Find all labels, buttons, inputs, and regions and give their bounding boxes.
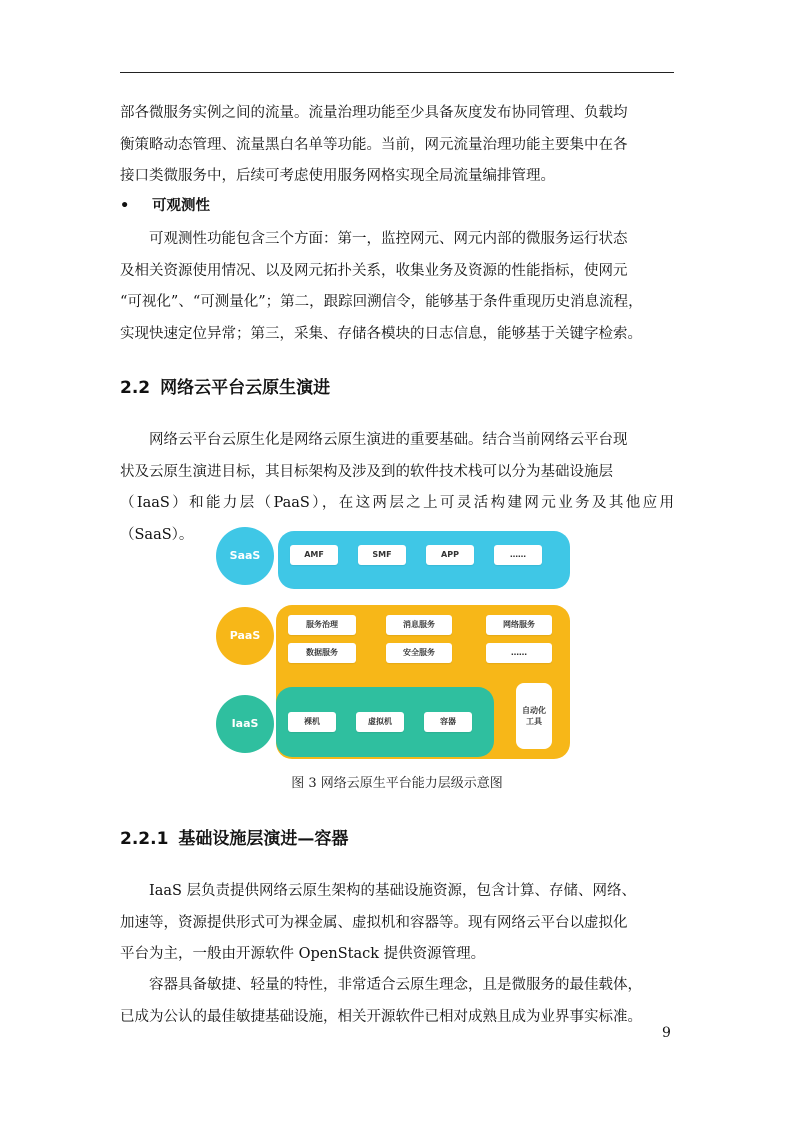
paas-circle: PaaS — [216, 607, 274, 665]
iaas-box: 裸机 — [288, 712, 336, 732]
paas-box: 数据服务 — [288, 643, 356, 663]
section-heading-2-2-1 — [120, 824, 348, 849]
text-line: 及相关资源使用情况、以及网元拓扑关系，收集业务及资源的性能指标，使网元 — [120, 262, 628, 279]
bullet-observability — [120, 194, 210, 218]
paragraph-container — [120, 970, 674, 1033]
paas-box: 安全服务 — [386, 643, 452, 663]
text-line: 容器具备敏捷、轻量的特性，非常适合云原生理念，且是微服务的最佳载体， — [149, 977, 642, 993]
saas-box: …… — [494, 545, 542, 565]
figure-caption: 图 3 网络云原生平台能力层级示意图 — [291, 776, 503, 791]
automation-tool-box — [516, 683, 552, 749]
text-line: （IaaS）和能力层（PaaS），在这两层之上可灵活构建网元业务及其他应用（SaaS）。 — [120, 495, 674, 543]
text-line: IaaS 层负责提供网络云原生架构的基础设施资源，包含计算、存储、网络、 — [149, 883, 637, 899]
text-line: 可观测性功能包含三个方面：第一，监控网元、网元内部的微服务运行状态 — [149, 231, 628, 247]
text-line: 加速等，资源提供形式可为裸金属、虚拟机和容器等。现有网络云平台以虚拟化 — [120, 914, 628, 931]
paas-box: 消息服务 — [386, 615, 452, 635]
paragraph-traffic — [120, 98, 674, 193]
heading-number: 2.2.1 — [120, 829, 169, 849]
saas-band — [278, 531, 570, 589]
text-line: “可视化”、“可测量化”；第二，跟踪回溯信令，能够基于条件重现历史消息流程， — [120, 294, 643, 310]
paas-box: 网络服务 — [486, 615, 552, 635]
text-line: 平台为主，一般由开源软件 OpenStack 提供资源管理。 — [120, 946, 486, 962]
iaas-box: 容器 — [424, 712, 472, 732]
bullet-dot: • — [120, 198, 130, 214]
paas-box: …… — [486, 643, 552, 663]
text-line: 部各微服务实例之间的流量。流量治理功能至少具备灰度发布协同管理、负载均 — [120, 105, 628, 121]
header-rule — [120, 72, 674, 73]
paragraph-iaas — [120, 876, 674, 971]
paragraph-observability — [120, 224, 674, 350]
text-line: 已成为公认的最佳敏捷基础设施，相关开源软件已相对成熟且成为业界事实标准。 — [120, 1008, 642, 1025]
paas-box: 服务治理 — [288, 615, 356, 635]
text-line: 实现快速定位异常；第三，采集、存储各模块的日志信息，能够基于关键字检索。 — [120, 325, 642, 342]
heading-title: 基础设施层演进—容器 — [178, 829, 349, 849]
saas-box: AMF — [290, 545, 338, 565]
section-heading-2-2 — [120, 373, 330, 398]
saas-circle: SaaS — [216, 527, 274, 585]
text-line: 接口类微服务中，后续可考虑使用服务网格实现全局流量编排管理。 — [120, 168, 555, 184]
bullet-label: 可观测性 — [152, 198, 210, 214]
layer-diagram — [216, 525, 572, 761]
saas-box: SMF — [358, 545, 406, 565]
heading-title: 网络云平台云原生演进 — [160, 378, 331, 398]
page-number: 9 — [662, 1025, 671, 1041]
iaas-box: 虚拟机 — [356, 712, 404, 732]
iaas-circle: IaaS — [216, 695, 274, 753]
text-line: 状及云原生演进目标，其目标架构及涉及到的软件技术栈可以分为基础设施层 — [120, 463, 613, 480]
iaas-band — [276, 687, 494, 757]
heading-number: 2.2 — [120, 378, 151, 398]
saas-box: APP — [426, 545, 474, 565]
text-line: 网络云平台云原生化是网络云原生演进的重要基础。结合当前网络云平台现 — [149, 432, 628, 448]
text-line: 衡策略动态管理、流量黑白名单等功能。当前，网元流量治理功能主要集中在各 — [120, 136, 628, 153]
automation-tool-label: 自动化工具 — [522, 706, 546, 726]
